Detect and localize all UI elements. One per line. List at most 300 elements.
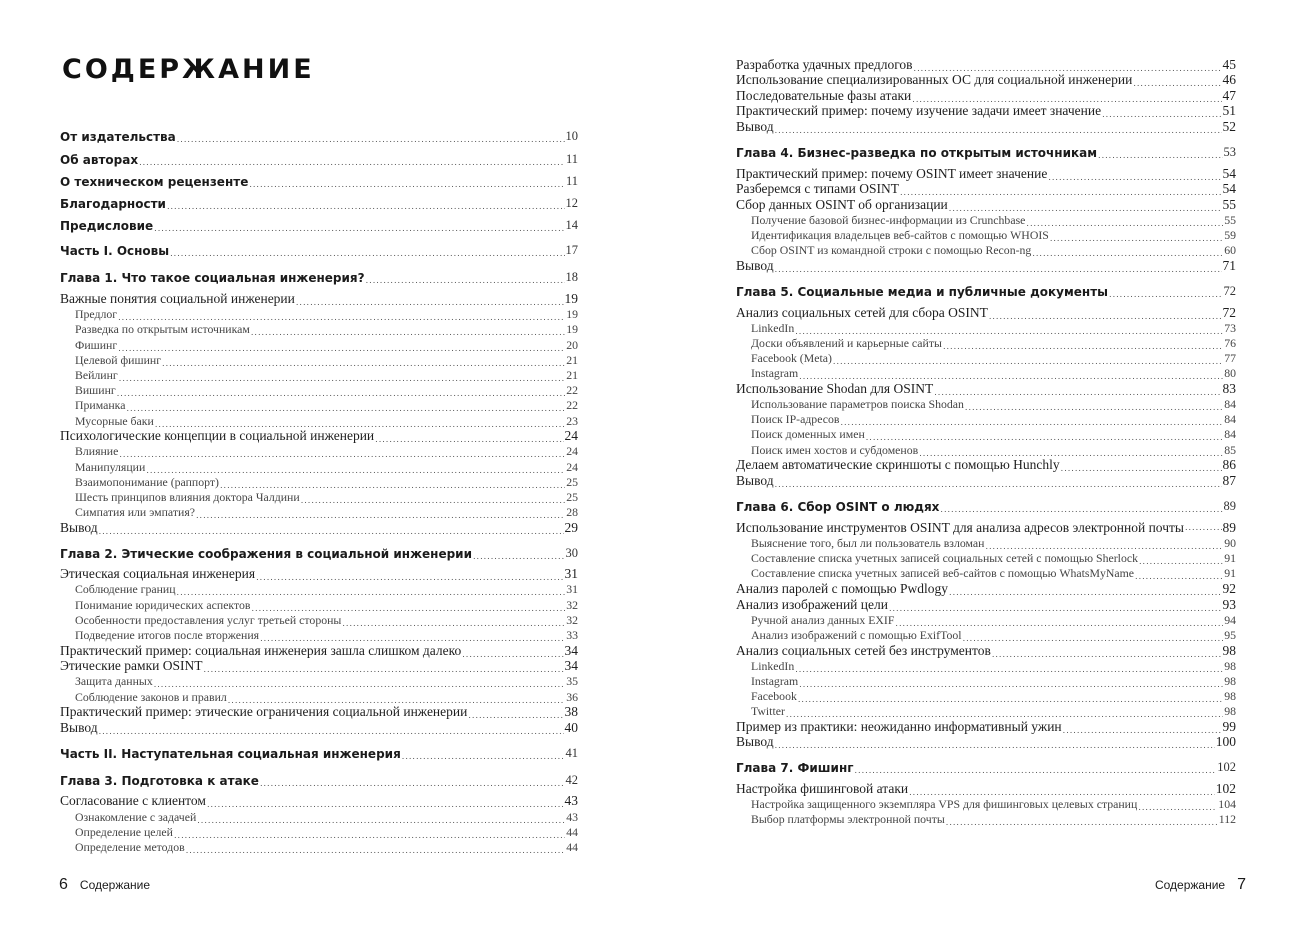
toc-entry-title: Последовательные фазы атаки: [736, 88, 912, 103]
toc-entry-sub: [60, 597, 578, 612]
toc-entry-sub: [736, 336, 1236, 351]
dot-leader: [943, 342, 1223, 351]
dot-leader: [197, 816, 565, 825]
dot-leader: [949, 204, 1222, 213]
dot-leader: [1032, 249, 1223, 258]
toc-entry-chap: [736, 144, 1236, 160]
toc-entry-sub: [736, 674, 1236, 689]
toc-entry-title: Разберемся с типами OSINT: [736, 181, 899, 197]
dot-leader: [1048, 173, 1221, 182]
toc-entry-title: Об авторах: [60, 152, 139, 167]
dot-leader: [914, 64, 1222, 73]
toc-entry-lead: [60, 122, 578, 144]
toc-entry-page: 99: [1222, 719, 1236, 734]
toc-entry-title: Защита данных: [75, 674, 153, 689]
toc-entry-title: О техническом рецензенте: [60, 174, 249, 189]
toc-entry-sub: [736, 797, 1236, 812]
toc-entry-page: 14: [565, 218, 578, 233]
dot-leader: [220, 481, 565, 490]
toc-entry-sub: [60, 840, 578, 855]
dot-leader: [795, 665, 1223, 674]
toc-entry-sec: [736, 520, 1236, 536]
toc-entry-title: Глава 4. Бизнес-разведка по открытым источникам: [736, 145, 1098, 160]
toc-entry-sub: [60, 689, 578, 704]
dot-leader: [1138, 803, 1217, 812]
toc-entry-title: Часть II. Наступательная социальная инженерия: [60, 746, 401, 761]
toc-entry-part: [60, 242, 578, 258]
toc-entry-sec: [736, 735, 1236, 751]
toc-entry-sub: [736, 613, 1236, 628]
dot-leader: [965, 403, 1223, 412]
toc-entry-title: Манипуляции: [75, 459, 146, 474]
toc-entry-sec: [60, 520, 578, 536]
dot-leader: [934, 388, 1221, 397]
toc-entry-sec: [60, 567, 578, 583]
toc-entry-page: 29: [564, 520, 578, 535]
toc-entry-page: 84: [1224, 412, 1236, 427]
toc-entry-sub: [60, 459, 578, 474]
toc-entry-title: Поиск имен хостов и субдоменов: [751, 442, 919, 457]
toc-entry-page: 54: [1222, 165, 1236, 181]
toc-entry-page: 51: [1222, 103, 1236, 119]
dot-leader: [775, 265, 1222, 274]
dot-leader: [204, 665, 564, 674]
dot-leader: [301, 496, 566, 505]
dot-leader: [798, 695, 1223, 704]
dot-leader: [775, 741, 1215, 750]
toc-entry-page: 102: [1217, 760, 1236, 775]
dot-leader: [154, 680, 565, 689]
toc-entry-title: Практический пример: этические ограничения социальной инженерии: [60, 704, 468, 720]
toc-entry-title: LinkedIn: [751, 658, 795, 673]
toc-entry-page: 95: [1224, 627, 1236, 642]
dot-leader: [118, 313, 565, 322]
toc-entry-sec: [736, 781, 1236, 797]
toc-entry-sec: [736, 57, 1236, 73]
dot-leader: [1133, 79, 1221, 88]
dot-leader: [162, 359, 565, 368]
dot-leader: [946, 818, 1218, 827]
toc-entry-page: 32: [566, 612, 578, 627]
toc-entry-title: Вишинг: [75, 383, 116, 398]
toc-entry-title: Практический пример: почему OSINT имеет значение: [736, 165, 1048, 181]
toc-entry-sub: [736, 659, 1236, 674]
toc-entry-page: 86: [1222, 457, 1236, 473]
toc-entry-page: 100: [1215, 734, 1236, 750]
toc-entry-page: 72: [1222, 304, 1236, 320]
toc-entry-page: 55: [1224, 212, 1236, 227]
dot-leader: [99, 727, 564, 736]
dot-leader: [1185, 520, 1222, 536]
toc-entry-lead: [60, 144, 578, 166]
toc-entry-page: 24: [566, 444, 578, 459]
toc-entry-page: 93: [1222, 596, 1236, 612]
toc-entry-page: 84: [1224, 427, 1236, 442]
toc-entry-part: [60, 745, 578, 761]
dot-leader: [985, 542, 1223, 551]
toc-entry-page: 112: [1218, 812, 1236, 827]
toc-entry-sub: [60, 337, 578, 352]
toc-entry-page: 47: [1222, 88, 1236, 103]
toc-entry-title: Мусорные баки: [75, 413, 154, 428]
toc-entry-page: 41: [565, 745, 578, 760]
toc-entry-sub: [736, 689, 1236, 704]
dot-leader: [177, 588, 566, 597]
dot-leader: [118, 344, 565, 353]
dot-leader: [889, 604, 1222, 613]
toc-entry-lead: [60, 167, 578, 189]
toc-entry-page: 87: [1222, 473, 1236, 488]
dot-leader: [139, 158, 565, 167]
toc-entry-sub: [60, 505, 578, 520]
toc-entry-sub: [60, 490, 578, 505]
toc-entry-title: Благодарности: [60, 197, 166, 212]
contents-heading: СОДЕРЖАНИЕ: [62, 54, 315, 85]
toc-entry-title: Психологические концепции в социальной инженерии: [60, 428, 375, 444]
toc-entry-title: Согласование с клиентом: [60, 793, 206, 809]
dot-leader: [940, 505, 1222, 514]
toc-entry-chap: [60, 545, 578, 561]
dot-leader: [167, 202, 565, 211]
toc-entry-title: Доски объявлений и карьерные сайты: [751, 335, 942, 350]
toc-entry-title: Соблюдение законов и правил: [75, 689, 227, 704]
toc-entry-page: 33: [566, 628, 578, 643]
toc-entry-page: 25: [566, 474, 578, 489]
toc-entry-page: 46: [1222, 72, 1236, 88]
toc-entry-title: Анализ изображений цели: [736, 596, 888, 612]
toc-entry-title: Глава 2. Этические соображения в социальной инженерии: [60, 546, 472, 561]
toc-entry-page: 72: [1223, 283, 1236, 298]
toc-entry-page: 31: [566, 582, 578, 597]
toc-entry-page: 94: [1224, 612, 1236, 627]
toc-entry-page: 22: [566, 383, 578, 398]
toc-entry-sub: [736, 566, 1236, 581]
toc-entry-page: 44: [566, 839, 578, 854]
toc-entry-title: Разработка удачных предлогов: [736, 57, 913, 72]
dot-leader: [1139, 557, 1223, 566]
dot-leader: [375, 435, 563, 444]
dot-leader: [196, 511, 565, 520]
toc-entry-page: 22: [566, 398, 578, 413]
toc-entry-sec: [736, 381, 1236, 397]
dot-leader: [366, 276, 565, 285]
toc-entry-title: Глава 1. Что такое социальная инженерия?: [60, 271, 365, 286]
toc-entry-page: 10: [565, 129, 578, 144]
toc-entry-title: Выбор платформы электронной почты: [751, 812, 945, 827]
toc-entry-title: Twitter: [751, 704, 785, 719]
toc-entry-page: 91: [1224, 566, 1236, 581]
toc-entry-sub: [60, 809, 578, 824]
dot-leader: [462, 650, 563, 659]
dot-leader: [174, 831, 565, 840]
toc-entry-sec: [736, 119, 1236, 135]
toc-entry-lead: [60, 211, 578, 233]
toc-entry-title: Instagram: [751, 673, 799, 688]
toc-entry-title: Делаем автоматические скриншоты с помощью Hunchly: [736, 457, 1060, 473]
toc-entry-page: 11: [565, 173, 578, 188]
toc-entry-sub: [736, 397, 1236, 412]
toc-entry-page: 18: [565, 270, 578, 285]
toc-entry-title: Глава 6. Сбор OSINT о людях: [736, 499, 940, 514]
toc-entry-page: 19: [566, 307, 578, 322]
toc-entry-title: Настройка защищенного экземпляра VPS для фишинговых целевых страниц: [751, 797, 1138, 812]
toc-entry-page: 89: [1223, 498, 1236, 513]
toc-entry-page: 24: [566, 459, 578, 474]
toc-entry-sub: [736, 442, 1236, 457]
toc-entry-sec: [736, 182, 1236, 198]
dot-leader: [249, 180, 565, 189]
toc-entry-title: Целевой фишинг: [75, 352, 162, 367]
toc-entry-sub: [60, 368, 578, 383]
toc-entry-page: 59: [1224, 228, 1236, 243]
toc-entry-page: 90: [1224, 535, 1236, 550]
toc-entry-sub: [736, 243, 1236, 258]
toc-entry-title: Поиск доменных имен: [751, 427, 865, 442]
toc-entry-title: Вывод: [736, 119, 774, 134]
toc-entry-title: Часть I. Основы: [60, 244, 170, 259]
toc-entry-sec: [60, 643, 578, 659]
toc-entry-title: Глава 5. Социальные медиа и публичные документы: [736, 284, 1109, 299]
toc-entry-sec: [736, 719, 1236, 735]
toc-entry-title: Предисловие: [60, 219, 154, 234]
toc-entry-page: 84: [1224, 397, 1236, 412]
toc-entry-page: 31: [564, 566, 578, 582]
toc-entry-page: 12: [565, 196, 578, 211]
toc-entry-title: Приманка: [75, 398, 126, 413]
dot-leader: [840, 418, 1223, 427]
toc-entry-page: 89: [1222, 519, 1236, 535]
toc-entry-sub: [736, 812, 1236, 827]
toc-entry-sub: [736, 321, 1236, 336]
toc-entry-sub: [736, 551, 1236, 566]
toc-list-right: [736, 57, 1236, 827]
dot-leader: [256, 573, 563, 582]
toc-entry-title: Сбор OSINT из командной строки с помощью Recon-ng: [751, 243, 1032, 258]
toc-entry-sec: [60, 659, 578, 675]
toc-entry-sub: [736, 704, 1236, 719]
dot-leader: [473, 552, 565, 561]
toc-entry-title: Использование инструментов OSINT для анализа адресов электронной почты: [736, 519, 1184, 535]
toc-entry-title: Важные понятия социальной инженерии: [60, 291, 295, 307]
toc-entry-sec: [60, 705, 578, 721]
toc-entry-sec: [736, 305, 1236, 321]
toc-entry-sec: [60, 794, 578, 810]
toc-entry-page: 30: [565, 545, 578, 560]
toc-entry-sec: [736, 197, 1236, 213]
toc-entry-title: Вывод: [736, 258, 774, 273]
toc-entry-page: 77: [1224, 351, 1236, 366]
dot-leader: [775, 480, 1222, 489]
running-title: Содержание: [79, 878, 151, 892]
dot-leader: [786, 710, 1223, 719]
toc-entry-page: 54: [1222, 181, 1236, 197]
right-page: [657, 0, 1313, 935]
toc-entry-sub: [60, 613, 578, 628]
toc-entry-sub: [736, 213, 1236, 228]
dot-leader: [909, 788, 1215, 797]
toc-entry-sub: [60, 353, 578, 368]
toc-entry-chap: [60, 269, 578, 285]
dot-leader: [402, 752, 565, 761]
dot-leader: [260, 779, 565, 788]
dot-leader: [866, 433, 1223, 442]
toc-entry-page: 40: [564, 720, 578, 735]
toc-entry-page: 24: [564, 428, 578, 444]
toc-entry-sub: [736, 351, 1236, 366]
toc-entry-sub: [60, 307, 578, 322]
toc-entry-title: Ручной анализ данных EXIF: [751, 612, 895, 627]
toc-entry-page: 44: [566, 824, 578, 839]
toc-entry-page: 55: [1222, 197, 1236, 212]
toc-entry-sub: [60, 398, 578, 413]
toc-entry-title: Шесть принципов влияния доктора Чалдини: [75, 489, 300, 504]
toc-entry-title: Особенности предоставления услуг третьей стороны: [75, 612, 342, 627]
toc-entry-sub: [60, 475, 578, 490]
toc-entry-sub: [736, 366, 1236, 381]
toc-entry-sub: [736, 412, 1236, 427]
dot-leader: [1135, 572, 1223, 581]
dot-leader: [154, 224, 564, 233]
dot-leader: [119, 374, 565, 383]
toc-entry-title: Выяснение того, был ли пользователь взломан: [751, 535, 985, 550]
toc-entry-title: Анализ социальных сетей для сбора OSINT: [736, 304, 988, 320]
toc-entry-title: Вывод: [60, 720, 98, 735]
dot-leader: [170, 249, 564, 258]
toc-entry-sec: [736, 643, 1236, 659]
toc-entry-title: Анализ изображений с помощью ExifTool: [751, 627, 962, 642]
toc-entry-page: 73: [1224, 320, 1236, 335]
toc-entry-sec: [60, 429, 578, 445]
toc-entry-title: Идентификация владельцев веб-сайтов с помощью WHOIS: [751, 228, 1049, 243]
toc-entry-title: Соблюдение границ: [75, 582, 176, 597]
left-page-footer: [59, 876, 150, 894]
toc-entry-page: 98: [1224, 689, 1236, 704]
toc-entry-page: 104: [1218, 797, 1236, 812]
dot-leader: [126, 404, 565, 413]
toc-entry-lead: [60, 189, 578, 211]
toc-entry-sec: [60, 720, 578, 736]
toc-entry-sec: [736, 458, 1236, 474]
toc-entry-title: Составление списка учетных записей социальных сетей с помощью Sherlock: [751, 551, 1138, 566]
dot-leader: [251, 328, 565, 337]
toc-entry-page: 21: [566, 352, 578, 367]
toc-entry-page: 76: [1224, 335, 1236, 350]
page-number: 7: [1237, 876, 1246, 893]
toc-entry-title: Вывод: [736, 473, 774, 488]
toc-entry-sec: [736, 258, 1236, 274]
toc-entry-title: Вейлинг: [75, 368, 118, 383]
toc-entry-page: 11: [565, 151, 578, 166]
toc-entry-page: 25: [566, 489, 578, 504]
toc-entry-sec: [736, 73, 1236, 89]
dot-leader: [833, 357, 1223, 366]
dot-leader: [1026, 219, 1223, 228]
toc-entry-title: Настройка фишинговой атаки: [736, 781, 909, 797]
dot-leader: [296, 298, 564, 307]
toc-entry-sub: [60, 825, 578, 840]
toc-entry-sub: [60, 383, 578, 398]
toc-entry-title: Практический пример: почему изучение задачи имеет значение: [736, 103, 1102, 119]
dot-leader: [260, 634, 565, 643]
toc-entry-title: Получение базовой бизнес-информации из Crunchbase: [751, 212, 1026, 227]
toc-entry-page: 53: [1223, 144, 1236, 159]
dot-leader: [989, 312, 1222, 321]
toc-entry-page: 42: [565, 772, 578, 787]
toc-entry-chap: [736, 498, 1236, 514]
toc-entry-chap: [736, 283, 1236, 299]
toc-entry-page: 92: [1222, 581, 1236, 596]
right-page-footer: [1155, 876, 1246, 894]
toc-entry-title: Составление списка учетных записей веб-сайтов с помощью WhatsMyName: [751, 566, 1135, 581]
dot-leader: [186, 846, 565, 855]
toc-entry-page: 19: [566, 322, 578, 337]
dot-leader: [799, 372, 1223, 381]
dot-leader: [155, 420, 565, 429]
toc-entry-title: LinkedIn: [751, 320, 795, 335]
toc-entry-sub: [736, 427, 1236, 442]
dot-leader: [228, 696, 565, 705]
toc-entry-title: Симпатия или эмпатия?: [75, 505, 195, 520]
toc-entry-sec: [736, 166, 1236, 182]
dot-leader: [949, 588, 1221, 597]
toc-entry-sub: [60, 674, 578, 689]
toc-entry-sub: [736, 628, 1236, 643]
toc-entry-title: Сбор данных OSINT об организации: [736, 197, 948, 212]
toc-entry-page: 98: [1224, 704, 1236, 719]
toc-entry-page: 43: [564, 793, 578, 809]
toc-entry-page: 71: [1222, 258, 1236, 273]
toc-entry-title: Предлог: [75, 307, 118, 322]
toc-entry-sub: [736, 228, 1236, 243]
toc-entry-page: 38: [564, 704, 578, 720]
toc-list-left: [60, 122, 578, 855]
dot-leader: [1098, 151, 1222, 160]
toc-entry-title: Глава 3. Подготовка к атаке: [60, 773, 259, 788]
toc-entry-title: Взаимопонимание (раппорт): [75, 474, 219, 489]
toc-entry-page: 23: [566, 413, 578, 428]
dot-leader: [963, 634, 1224, 643]
toc-entry-sub: [736, 536, 1236, 551]
dot-leader: [99, 527, 564, 536]
toc-entry-chap: [60, 772, 578, 788]
toc-entry-title: Практический пример: социальная инженерия зашла слишком далеко: [60, 643, 462, 658]
dot-leader: [992, 650, 1222, 659]
toc-entry-page: 80: [1224, 366, 1236, 381]
toc-entry-sec: [736, 581, 1236, 597]
toc-entry-page: 43: [566, 809, 578, 824]
toc-entry-sub: [60, 582, 578, 597]
toc-entry-page: 20: [566, 337, 578, 352]
toc-entry-page: 21: [566, 368, 578, 383]
dot-leader: [895, 619, 1223, 628]
dot-leader: [1061, 464, 1222, 473]
dot-leader: [342, 619, 565, 628]
dot-leader: [1050, 234, 1223, 243]
toc-entry-title: Вывод: [60, 520, 98, 535]
toc-entry-page: 52: [1222, 119, 1236, 134]
toc-entry-page: 35: [566, 674, 578, 689]
toc-entry-page: 83: [1222, 381, 1236, 396]
dot-leader: [146, 466, 565, 475]
dot-leader: [1063, 726, 1222, 735]
toc-entry-title: Поиск IP-адресов: [751, 412, 840, 427]
toc-entry-page: 98: [1222, 642, 1236, 658]
toc-entry-title: Вывод: [736, 734, 774, 750]
toc-entry-title: Использование параметров поиска Shodan: [751, 397, 964, 412]
toc-entry-page: 98: [1224, 673, 1236, 688]
dot-leader: [117, 389, 565, 398]
toc-entry-sec: [60, 291, 578, 307]
